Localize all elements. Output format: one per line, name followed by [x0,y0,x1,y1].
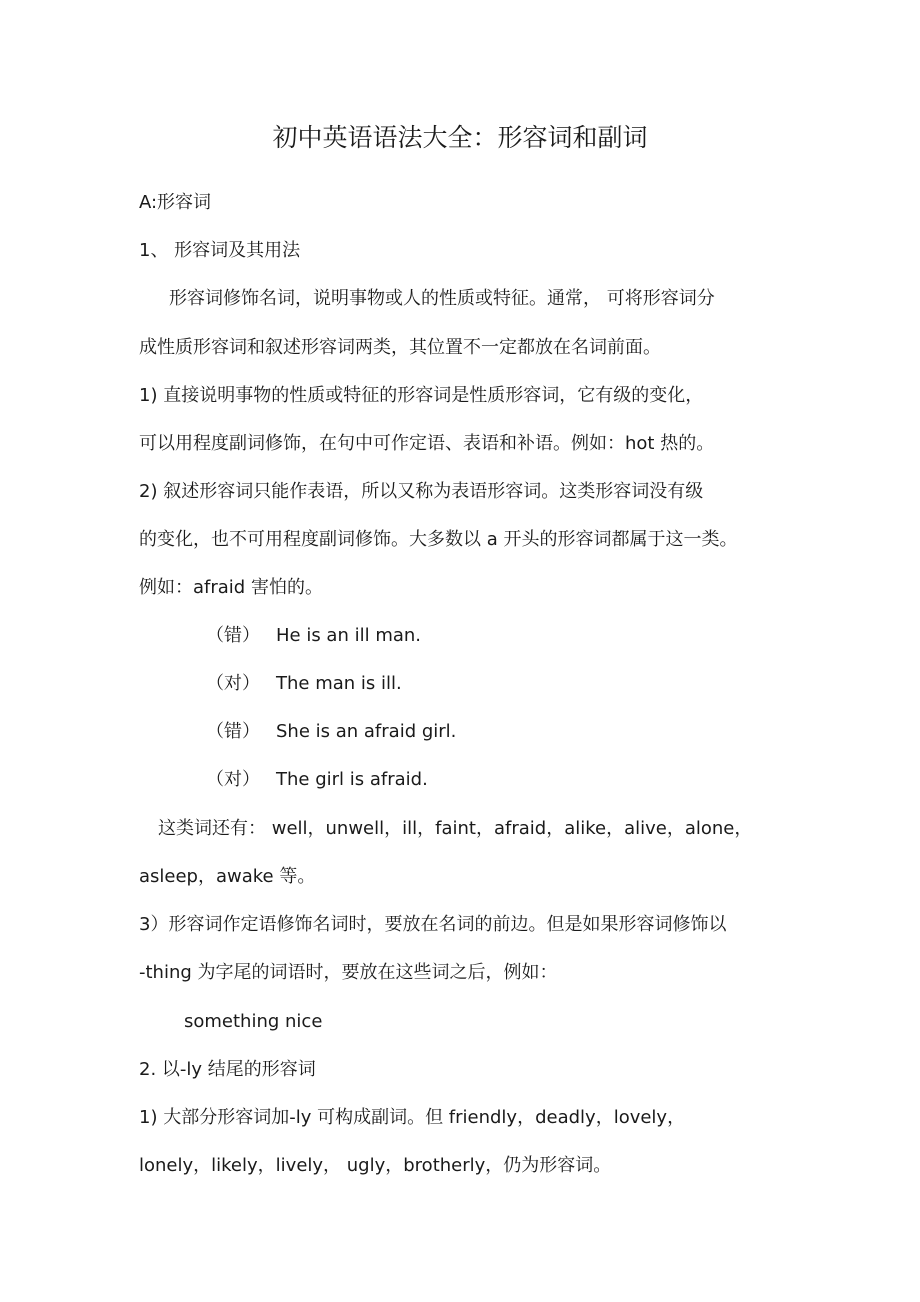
example-sentence: The man is ill. [276,673,402,694]
item-3-line-1: 3）形容词作定语修饰名词时，要放在名词的前边。但是如果形容词修饰以 [139,914,727,935]
similar-words-line-1: 这类词还有： well，unwell，ill，faint，afraid，alike，alive，alone， [158,818,753,839]
heading-ly-adjectives: 2. 以-ly 结尾的形容词 [139,1059,316,1080]
example-mark: （对） [206,673,260,694]
example-mark: （对） [206,769,260,790]
ly-paragraph-line-2: lonely，likely，lively， ugly，brotherly，仍为形容词。 [139,1155,612,1176]
intro-paragraph-line-1: 形容词修饰名词，说明事物或人的性质或特征。通常， 可将形容词分 [169,288,715,309]
item-1-line-2: 可以用程度副词修饰，在句中可作定语、表语和补语。例如：hot 热的。 [139,433,715,454]
similar-words-line-2: asleep，awake 等。 [139,866,316,887]
page-title: 初中英语语法大全：形容词和副词 [272,123,648,152]
intro-paragraph-line-2: 成性质形容词和叙述形容词两类，其位置不一定都放在名词前面。 [139,337,661,358]
example-sentence: The girl is afraid. [276,769,428,790]
item-3-example: something nice [184,1011,323,1032]
item-1-line-1: 1) 直接说明事物的性质或特征的形容词是性质形容词，它有级的变化， [139,385,704,406]
ly-paragraph-line-1: 1) 大部分形容词加-ly 可构成副词。但 friendly，deadly，lovely， [139,1107,686,1128]
section-a-heading: A:形容词 [139,192,212,213]
item-3-line-2: -thing 为字尾的词语时，要放在这些词之后，例如： [139,962,558,983]
item-2-line-2: 的变化，也不可用程度副词修饰。大多数以 a 开头的形容词都属于这一类。 [139,529,738,550]
item-2-line-1: 2) 叙述形容词只能作表语，所以又称为表语形容词。这类形容词没有级 [139,481,704,502]
example-sentence: She is an afraid girl. [276,721,457,742]
example-sentence: He is an ill man. [276,625,422,646]
heading-adjectives-usage: 1、 形容词及其用法 [139,240,301,261]
example-mark: （错） [206,721,260,742]
example-mark: （错） [206,625,260,646]
item-2-line-3: 例如：afraid 害怕的。 [139,577,323,598]
